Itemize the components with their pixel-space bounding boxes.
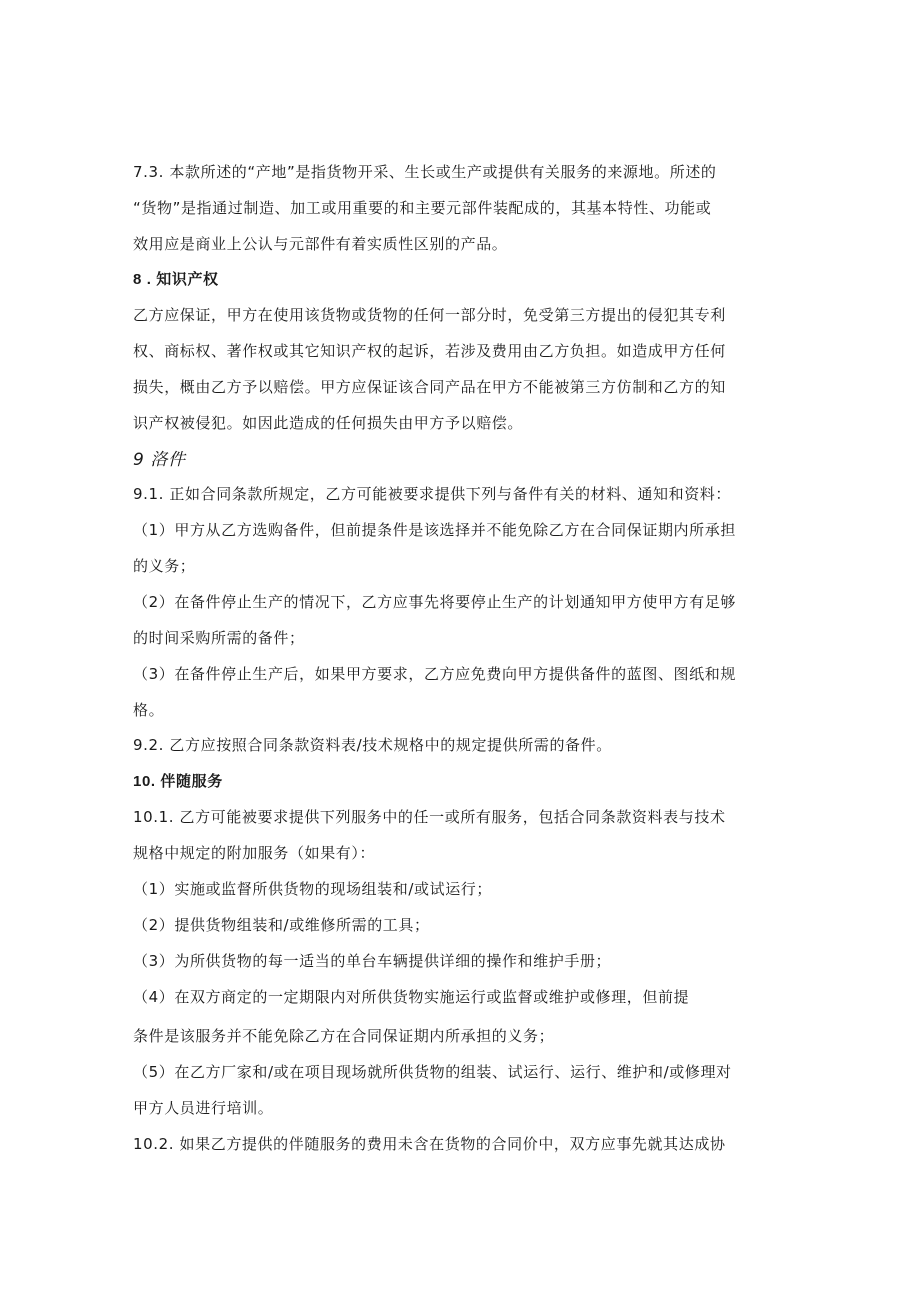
clause-10-1-item-5-line-1: （5）在乙方厂家和/或在项目现场就所供货物的组装、试运行、运行、维护和/或修理对: [133, 1063, 732, 1081]
section-10-heading: 10. 伴随服务: [133, 773, 223, 790]
section-8-line-2: 权、商标权、著作权或其它知识产权的起诉，若涉及费用由乙方负担。如造成甲方任何: [133, 342, 726, 360]
clause-10-1-item-5-line-2: 甲方人员进行培训。: [133, 1099, 274, 1117]
clause-10-1-line-2: 规格中规定的附加服务（如果有）：: [133, 844, 376, 862]
clause-10-1-item-2: （2）提供货物组装和/或维修所需的工具；: [133, 916, 430, 934]
section-8-heading: 8 . 知识产权: [133, 271, 219, 288]
clause-9-2-line: 9.2. 乙方应按照合同条款资料表/技术规格中的规定提供所需的备件。: [133, 736, 612, 754]
section-9-heading: 9 洛件: [133, 450, 186, 470]
clause-7-3-line-1: 7.3. 本款所述的“产地”是指货物开采、生长或生产或提供有关服务的来源地。所述的: [133, 163, 717, 181]
section-8-line-3: 损失，概由乙方予以赔偿。甲方应保证该合同产品在甲方不能被第三方仿制和乙方的知: [133, 378, 726, 396]
clause-7-3-line-3: 效用应是商业上公认与元部件有着实质性区别的产品。: [133, 235, 508, 253]
clause-9-1-item-1-line-1: （1）甲方从乙方选购备件，但前提条件是该选择并不能免除乙方在合同保证期内所承担: [133, 521, 736, 539]
clause-9-1-item-2-line-1: （2）在备件停止生产的情况下，乙方应事先将要停止生产的计划通知甲方使甲方有足够: [133, 593, 736, 611]
section-8-line-1: 乙方应保证，甲方在使用该货物或货物的任何一部分时，免受第三方提出的侵犯其专利: [133, 306, 726, 324]
clause-9-1-item-3-line-2: 格。: [133, 701, 165, 719]
clause-9-1-line: 9.1. 正如合同条款所规定，乙方可能被要求提供下列与备件有关的材料、通知和资料：: [133, 485, 731, 503]
section-8-line-4: 识产权被侵犯。如因此造成的任何损失由甲方予以赔偿。: [133, 414, 524, 432]
clause-9-1-item-2-line-2: 的时间采购所需的备件；: [133, 629, 305, 647]
clause-9-1-item-1-line-2: 的义务；: [133, 557, 196, 575]
clause-9-1-item-3-line-1: （3）在备件停止生产后，如果甲方要求，乙方应免费向甲方提供备件的蓝图、图纸和规: [133, 665, 736, 683]
clause-10-1-item-1: （1）实施或监督所供货物的现场组装和/或试运行；: [133, 880, 492, 898]
clause-10-2-line-1: 10.2. 如果乙方提供的伴随服务的费用未含在货物的合同价中，双方应事先就其达成协: [133, 1135, 726, 1153]
clause-10-1-item-4-line-1: （4）在双方商定的一定期限内对所供货物实施运行或监督或维护或修理，但前提: [133, 988, 690, 1006]
clause-10-1-line-1: 10.1. 乙方可能被要求提供下列服务中的任一或所有服务，包括合同条款资料表与技术: [133, 808, 726, 826]
clause-7-3-line-2: “货物”是指通过制造、加工或用重要的和主要元部件装配成的，其基本特性、功能或: [133, 199, 712, 217]
clause-10-1-item-3: （3）为所供货物的每一适当的单台车辆提供详细的操作和维护手册；: [133, 952, 612, 970]
clause-10-1-item-4-line-2: 条件是该服务并不能免除乙方在合同保证期内所承担的义务；: [133, 1027, 555, 1045]
